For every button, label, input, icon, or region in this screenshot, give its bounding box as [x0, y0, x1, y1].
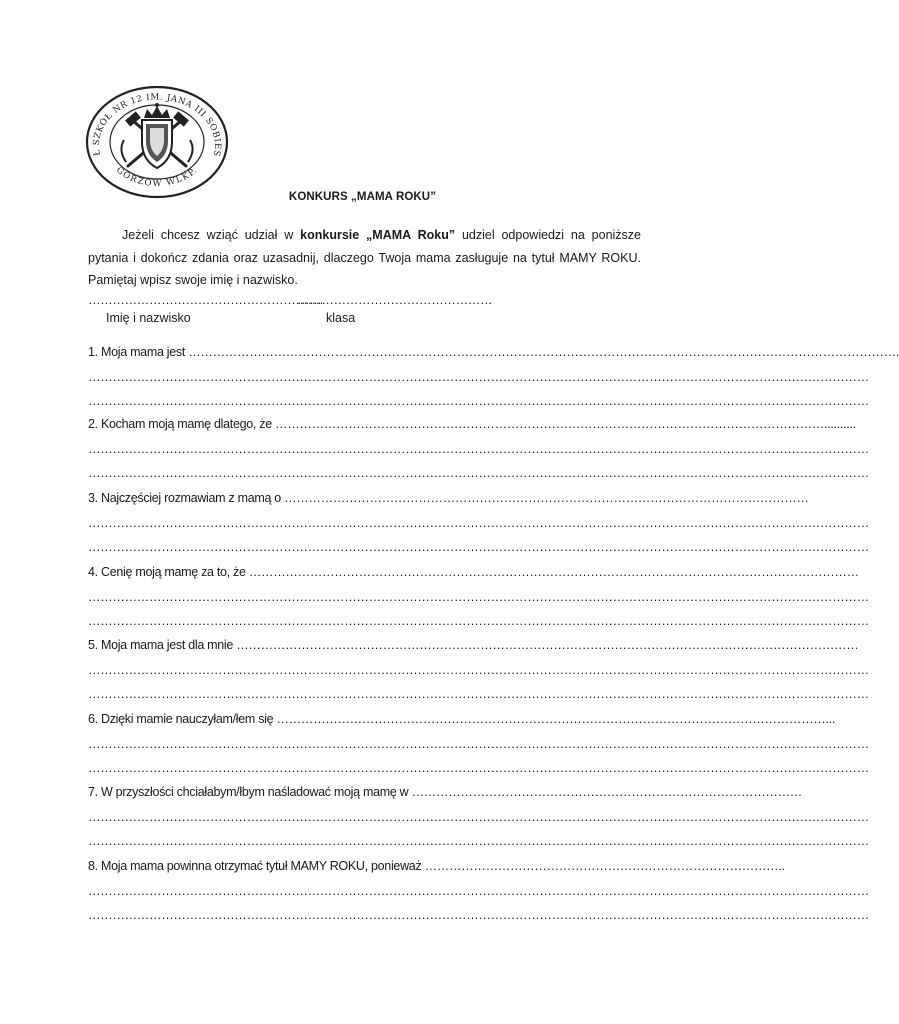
answer-fill-line[interactable]: …………………………………………………………………………………………………………………………………………………………………………: [88, 589, 869, 604]
question-text: 7. W przyszłości chciałabym/łbym naśladować moją mamę w: [88, 785, 412, 799]
answer-fill-line[interactable]: …………………………………………………………………………………………………………………………………………………………………………: [88, 394, 869, 408]
answer-fill-line[interactable]: ………………………………………………………………………………………………………………………………………………………….: [188, 345, 899, 359]
name-label: Imię i nazwisko: [106, 311, 191, 325]
answer-fill-line[interactable]: …………………………………………………………………………………………………………………………………………………………………………: [88, 441, 869, 456]
question-text: 5. Moja mama jest dla mnie: [88, 638, 237, 652]
name-fill-line[interactable]: ………………………………………………….: [88, 293, 323, 307]
answer-fill-line[interactable]: …………………………………………………………………………………………………………………………………………………………………………: [88, 369, 869, 384]
question-7: [88, 781, 869, 855]
answer-fill-line[interactable]: …………………………………………………………………………………………………………………………………………………………………………: [88, 834, 869, 848]
question-text: 1. Moja mama jest: [88, 345, 189, 359]
answer-fill-line[interactable]: …………………………………………………………………………………………………………………………………………………………………………: [88, 883, 869, 898]
school-seal-logo: [84, 84, 230, 200]
answer-fill-line[interactable]: ……………………………………………………………………………………: [411, 785, 802, 799]
answer-fill-line[interactable]: …………………………………………………………………………………………………………………: [284, 491, 809, 505]
seal-emblem-icon: [84, 84, 230, 200]
answer-fill-line[interactable]: …………………………………………………………………………………………………………………………………………………………………………: [88, 515, 869, 530]
intro-text-bold: konkursie „MAMA Roku”: [300, 228, 456, 242]
answer-fill-line[interactable]: …………………………………………………………………………………………………………………………………………………………………………: [88, 662, 869, 677]
class-label: klasa: [326, 311, 356, 325]
intro-text-start: Jeżeli chcesz wziąć udział w: [122, 228, 301, 242]
question-2: [88, 413, 869, 487]
question-5: [88, 634, 869, 708]
question-text: 8. Moja mama powinna otrzymać tytuł MAMY ROKU, ponieważ: [88, 859, 425, 873]
answer-fill-line[interactable]: …………………………………………………………………………………………………………………………………………………………………………: [88, 540, 869, 554]
answer-fill-line[interactable]: …………………………………………………………………………………………………………………………………………………………………………: [88, 614, 869, 628]
question-text: 4. Cenię moją mamę za to, że: [88, 565, 249, 579]
question-text: 2. Kocham moją mamę dlatego, że: [88, 417, 276, 431]
answer-fill-line[interactable]: …………………………………………………………………………………………………………………………………………………………………………: [88, 736, 869, 751]
answer-fill-line[interactable]: …………………………………………………………………………………………………………………………………………………………………………: [88, 466, 869, 480]
question-3: [88, 487, 869, 561]
answer-fill-line[interactable]: ………………………………………………………………………………………………………………………………………: [236, 638, 859, 652]
question-6: [88, 708, 869, 782]
intro-text-end: udziel odpowiedzi na poniższe pytania i dokończ zdania oraz uzasadnij, dlaczego Twoja mama zasługuje na tytuł MAMY ROKU. Pamiętaj wpisz swoje imię i nazwisko.: [88, 228, 641, 287]
page-title: KONKURS „MAMA ROKU”: [288, 191, 437, 203]
answer-fill-line[interactable]: ……………………………………………………………………………..: [424, 859, 785, 873]
question-4: [88, 561, 869, 635]
question-text: 3. Najczęściej rozmawiam z mamą o: [88, 491, 285, 505]
question-1: [88, 341, 899, 415]
class-fill-line[interactable]: …………………………………………: [297, 293, 493, 307]
answer-fill-line[interactable]: …………………………………………………………………………………………………………………………………………………………………………: [88, 908, 869, 922]
answer-fill-line[interactable]: ……………………………………………………………………………………………………………………………………: [248, 565, 859, 579]
answer-fill-line[interactable]: ………………………………………………………………………………………………………………………..........: [275, 417, 856, 431]
seal-text-top: Ł SZKÓŁ NR 12 IM. JANA III SOBIES: [91, 92, 223, 158]
intro-paragraph: [88, 224, 641, 292]
answer-fill-line[interactable]: …………………………………………………………………………………………………………………………………………………………………………: [88, 687, 869, 701]
answer-fill-line[interactable]: ………………………………………………………………………………………………………………………...: [276, 712, 836, 726]
answer-fill-line[interactable]: …………………………………………………………………………………………………………………………………………………………………………: [88, 761, 869, 775]
answer-fill-line[interactable]: …………………………………………………………………………………………………………………………………………………………………………: [88, 809, 869, 824]
seal-text-bottom: GORZÓW WLKP.: [113, 165, 201, 190]
question-text: 6. Dzięki mamie nauczyłam/łem się: [88, 712, 277, 726]
question-8: [88, 855, 869, 929]
